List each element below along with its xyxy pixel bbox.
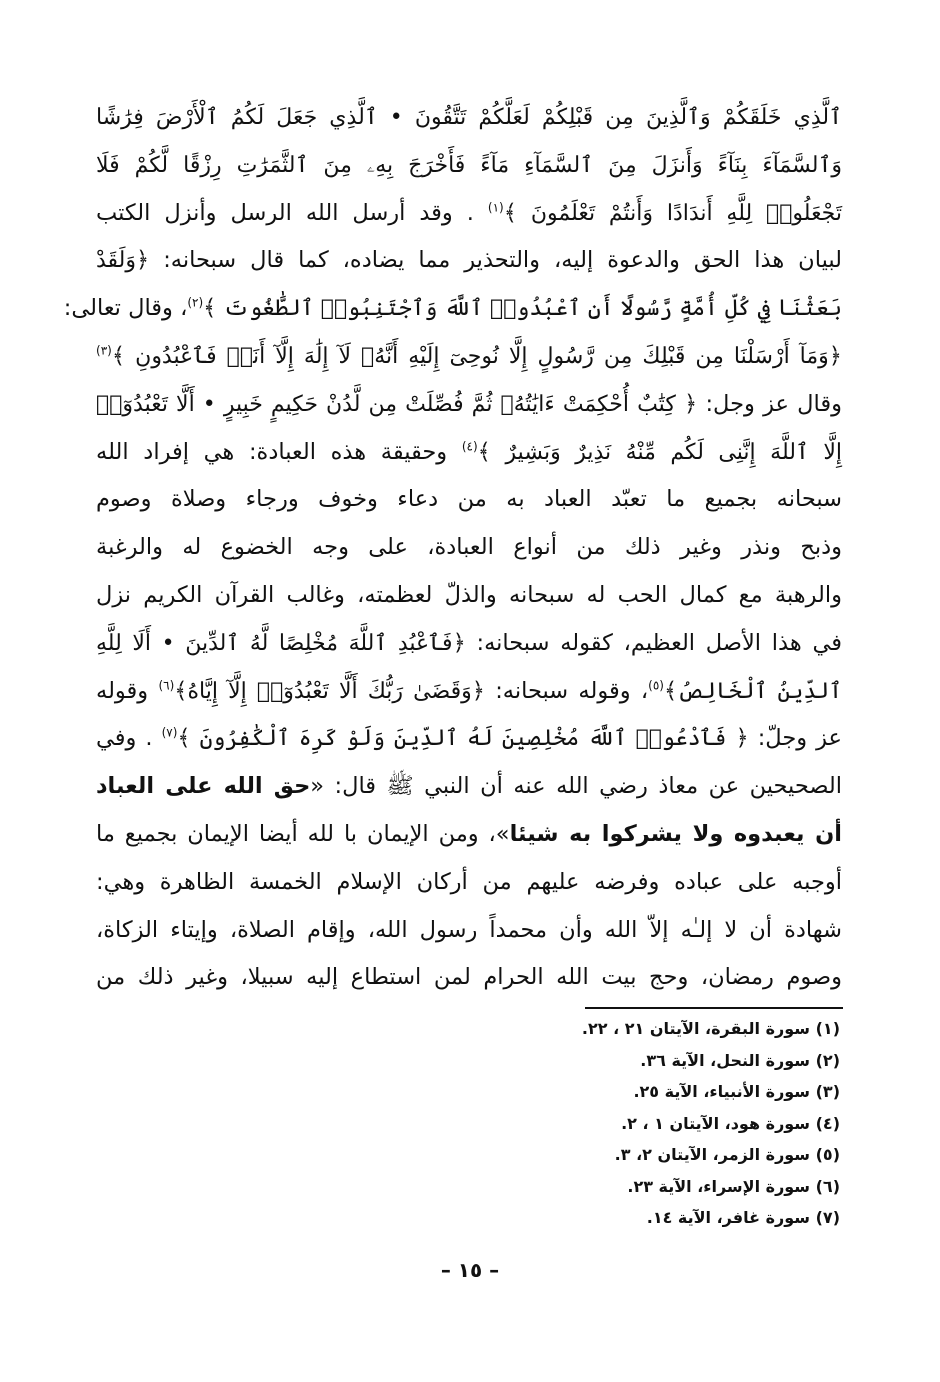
verse-bracket: ﴾ [663, 677, 678, 704]
text-line [96, 237, 842, 285]
footnote-marker: (١) [487, 200, 504, 215]
verse-bracket: ﴿ [726, 725, 749, 752]
text-line [96, 811, 842, 859]
text-line [96, 715, 842, 763]
prose-text: ، وقوله سبحانه: [484, 677, 649, 704]
prose-text: ، وقال تعالى: [63, 295, 188, 322]
quran-verse: فَٱعْبُدِ ٱللَّهَ مُخْلِصًا لَّهُ ٱلدِّينَ • أَلَا لِلَّهِ [96, 630, 453, 656]
prose-text: وقال عز وجل: [697, 390, 842, 417]
prose-text: لبيان هذا الحق والدعوة إليه، والتحذير مما يضاده، كما قال سبحانه: [149, 247, 842, 274]
quran-verse: وَٱلسَّمَآءَ بِنَآءً وَأَنزَلَ مِنَ ٱلسَّمَآءِ مَآءً فَأَخْرَجَ بِهِۦ مِنَ ٱلثَّمَرَٰتِ رِزْقًا لَّكُمْ فَلَا [96, 152, 842, 178]
quran-verse: ٱلَّذِي خَلَقَكُمْ وَٱلَّذِينَ مِن قَبْلِكُمْ لَعَلَّكُمْ تَتَّقُونَ • ٱلَّذِي جَعَلَ لَكُمُ ٱلْأَرْضَ فِرَٰشًا [96, 105, 842, 130]
quran-verse: وَمَآ أَرْسَلْنَا مِن قَبْلِكَ مِن رَّسُولٍ إِلَّا نُوحِىٓ إِلَيْهِ أَنَّهُۥ لَآ إِلَٰهَ إِلَّآ أَنَا۠ فَٱعْبُدُونِ [135, 343, 829, 369]
quran-verse: وَلَقَدْ [96, 248, 137, 274]
prose-text: وحقيقة هذه العبادة: هي إفراد الله [96, 438, 462, 465]
prose-text: . وفي [96, 725, 162, 752]
prose-text: وذبح ونذر وغير ذلك من أنواع العبادة، على وجه الخضوع له والرغبة [96, 534, 842, 561]
footnote-item: (٣) سورة الأنبياء، الآية ٢٥. [633, 1082, 840, 1101]
prose-text: عز وجلّ: [748, 725, 842, 752]
text-line [96, 907, 842, 955]
text-line [96, 94, 842, 142]
verse-bracket: ﴾ [111, 342, 136, 369]
footnote-item: (٧) سورة غافر، الآية ١٤. [646, 1208, 840, 1227]
prose-text: الصحيحين عن معاذ رضي الله عنه أن النبي ﷺ قال: « [310, 773, 842, 800]
footnote-item: (٤) سورة هود، الآيتان ١ ، ٢. [621, 1113, 840, 1133]
text-line [96, 954, 842, 1002]
quran-verse: ٱلدِّينُ ٱلْخَالِصُ [677, 678, 842, 704]
quran-verse: وَقَضَىٰ رَبُّكَ أَلَّا تَعْبُدُوٓا۟ إِلَّآ إِيَّاهُ [187, 678, 472, 704]
text-line [96, 859, 842, 907]
verse-bracket: ﴾ [477, 438, 506, 465]
footnote-marker: (٧) [161, 725, 178, 740]
text-line [96, 429, 842, 477]
footnote-item: (٦) سورة الإسراء، الآية ٢٣. [627, 1176, 840, 1196]
footnote-marker: (٣) [96, 343, 112, 358]
text-line [96, 333, 842, 381]
verse-bracket: ﴾ [203, 295, 224, 322]
verse-bracket: ﴿ [452, 629, 466, 656]
footnote-item: (٢) سورة النحل، الآية ٣٦. [640, 1050, 840, 1070]
quran-verse: إِلَّا ٱللَّهَ إِنَّنِى لَكُم مِّنْهُ نَذِيرٌ وَبَشِيرٌ [505, 439, 842, 465]
text-line [96, 476, 842, 524]
prose-text: سبحانه بجميع ما تعبّد العباد به من دعاء وخوف ورجاء وصلاة وصوم [96, 486, 842, 513]
prose-text: وصوم رمضان، وحج بيت الله الحرام لمن استطاع إليه سبيلا، وغير ذلك من [96, 964, 842, 991]
verse-bracket: ﴿ [675, 390, 698, 417]
prose-text: . وقد أرسل الله الرسل وأنزل الكتب [96, 199, 488, 226]
footnote-marker: (٤) [461, 439, 478, 454]
quran-verse: كِتَٰبٌ أُحْكِمَتْ ءَايَٰتُهُۥ ثُمَّ فُصِّلَتْ مِن لَّدُنْ حَكِيمٍ خَبِيرٍ • أَلَّا تَعْبُدُوٓا۟ [96, 391, 676, 417]
hadith-text: حق الله على العباد [96, 773, 311, 800]
prose-text: في هذا الأصل العظيم، كقوله سبحانه: [465, 629, 842, 656]
footnote-separator [585, 1007, 843, 1009]
text-line [96, 763, 842, 811]
text-line [96, 142, 842, 190]
verse-bracket: ﴿ [471, 677, 485, 704]
prose-text: والرهبة مع كمال الحب له سبحانه والذلّ لعظمته، وغالب القرآن الكريم نزل [96, 581, 842, 608]
quran-verse: بَعَثْنَا فِي كُلِّ أُمَّةٍ رَّسُولًا أَنِ ٱعْبُدُوا۟ ٱللَّهَ وَٱجْتَنِبُوا۟ ٱلطَّٰغُوتَ [223, 296, 842, 322]
footnote-marker: (٥) [648, 678, 664, 693]
prose-text: »، ومن الإيمان با لله أيضا الإيمان بجميع ما [96, 820, 510, 847]
verse-bracket: ﴾ [177, 725, 200, 752]
text-line [63, 285, 842, 333]
text-line [96, 668, 842, 716]
footnote-item: (٥) سورة الزمر، الآيتان ٢، ٣. [614, 1145, 840, 1164]
prose-text: شهادة أن لا إلـٰه إلاّ الله وأن محمداً رسول الله، وإقام الصلاة، وإيتاء الزكاة، [96, 916, 842, 943]
text-line [96, 524, 842, 572]
verse-bracket: ﴿ [136, 247, 150, 274]
verse-bracket: ﴿ [828, 342, 842, 369]
quran-verse: تَجْعَلُوا۟ لِلَّهِ أَندَادًا وَأَنتُمْ تَعْلَمُونَ [530, 200, 843, 226]
text-line [96, 572, 842, 620]
text-line [96, 620, 842, 668]
quran-verse: فَٱدْعُوا۟ ٱللَّهَ مُخْلِصِينَ لَهُ ٱلدِّينَ وَلَوْ كَرِهَ ٱلْكَٰفِرُونَ [199, 726, 727, 752]
prose-text: وقوله [96, 677, 159, 704]
footnotes-block [480, 1013, 840, 1234]
page-number: – ١٥ – [440, 1258, 500, 1282]
text-line [96, 190, 842, 238]
footnote-marker: (٦) [158, 678, 175, 693]
verse-bracket: ﴾ [174, 677, 188, 704]
text-line [96, 381, 842, 429]
verse-bracket: ﴾ [503, 199, 531, 226]
prose-text: أوجبه على عباده وفرضه عليهم من أركان الإسلام الخمسة الظاهرة وهي: [96, 868, 842, 895]
hadith-text: أن يعبدوه ولا يشركوا به شيئا [509, 820, 842, 847]
footnote-item: (١) سورة البقرة، الآيتان ٢١ ، ٢٢. [581, 1019, 840, 1038]
main-text-block [63, 94, 843, 1002]
footnote-marker: (٢) [187, 295, 204, 310]
